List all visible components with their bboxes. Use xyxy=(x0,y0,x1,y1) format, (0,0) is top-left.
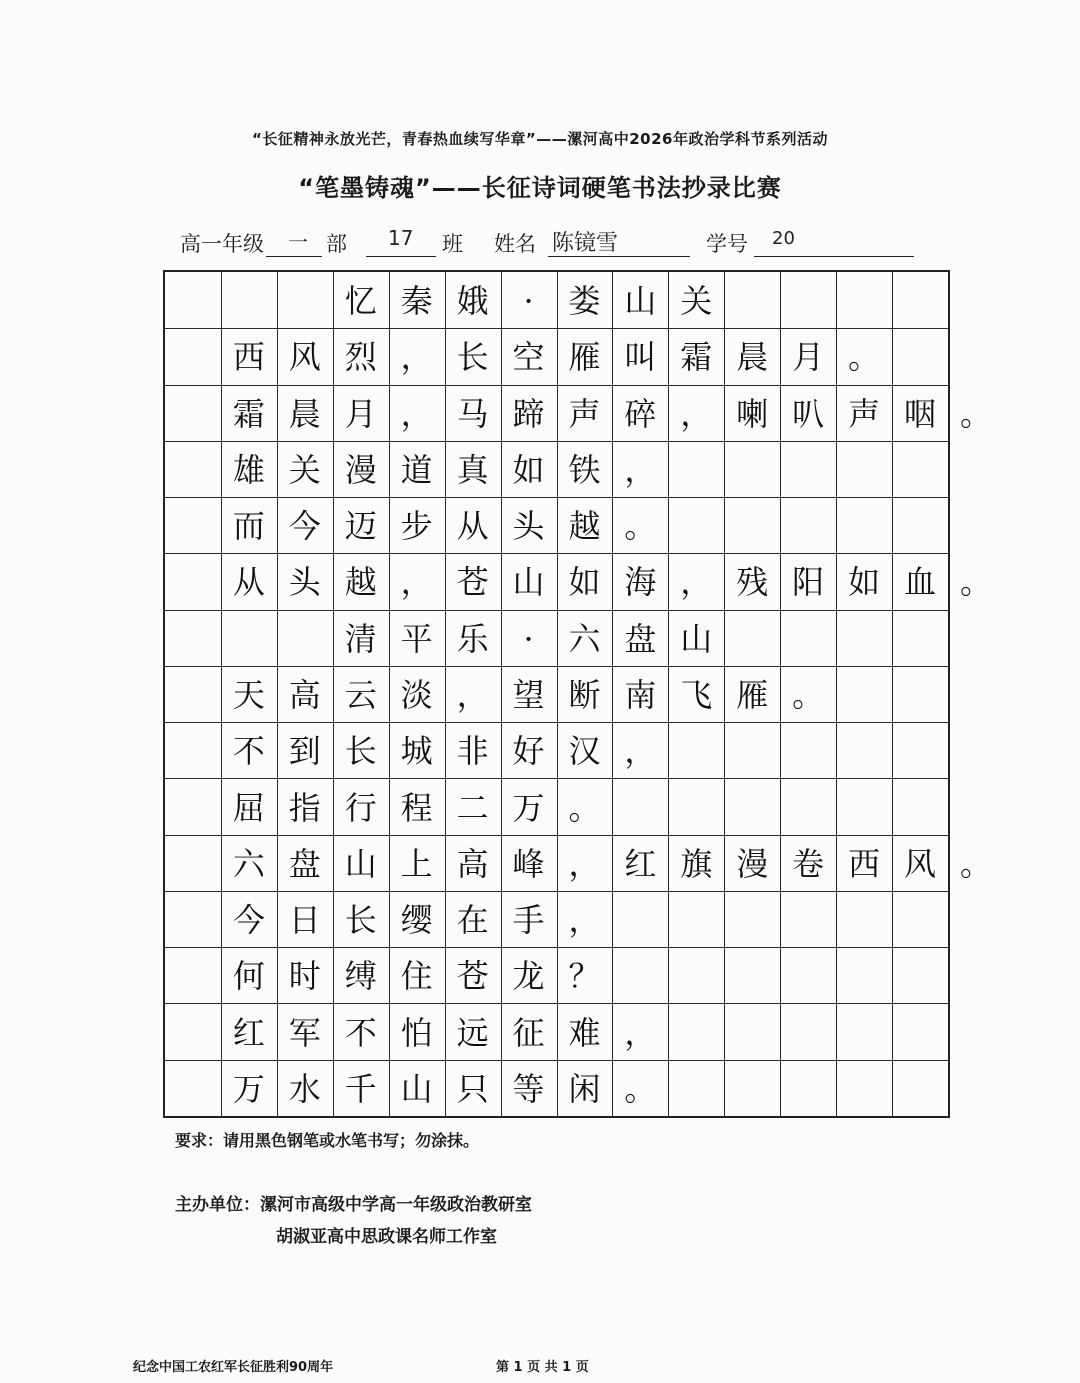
handwritten-char: 。 xyxy=(959,563,992,602)
handwritten-char: 关 xyxy=(288,450,321,489)
handwritten-char: 海 xyxy=(624,563,657,602)
handwritten-char: 天 xyxy=(232,676,265,714)
id-blank xyxy=(754,256,914,257)
handwritten-char: ， xyxy=(624,450,657,489)
handwritten-char: 风 xyxy=(288,338,321,377)
handwritten-char: ， xyxy=(568,844,601,883)
footer-commemoration: 纪念中国工农红军长征胜利90周年 xyxy=(133,1360,334,1375)
handwritten-char: 晨 xyxy=(288,394,321,433)
handwritten-char: 晨 xyxy=(736,338,769,377)
handwritten-char: 盘 xyxy=(288,844,321,883)
handwritten-char: · xyxy=(523,619,534,658)
handwritten-char: 卷 xyxy=(792,844,825,883)
handwritten-char: 娄 xyxy=(568,282,601,321)
grade-label: 高一年级 xyxy=(180,232,264,256)
handwritten-char: 平 xyxy=(400,619,433,658)
name-value: 陈镜雪 xyxy=(552,231,619,256)
handwritten-char: 如 xyxy=(848,563,881,602)
handwritten-char: 风 xyxy=(904,844,937,883)
handwritten-char: ， xyxy=(400,394,433,433)
handwritten-char: 。 xyxy=(848,338,881,377)
handwritten-char: 头 xyxy=(512,507,545,546)
handwritten-char: 声 xyxy=(848,394,881,433)
handwritten-char: 真 xyxy=(456,450,489,489)
handwritten-char: 从 xyxy=(232,563,265,602)
handwritten-char: 手 xyxy=(512,901,545,940)
handwritten-char: 日 xyxy=(288,901,321,940)
handwritten-char: 从 xyxy=(456,507,489,546)
handwritten-char: 西 xyxy=(848,844,881,883)
handwritten-char: ， xyxy=(456,676,489,714)
handwritten-char: 缨 xyxy=(400,901,433,940)
class-blank xyxy=(366,256,436,257)
handwritten-char: 住 xyxy=(400,957,433,996)
handwritten-char: 山 xyxy=(512,563,545,602)
handwritten-char: 山 xyxy=(624,282,657,321)
handwritten-char: 叫 xyxy=(624,338,657,377)
handwritten-char: 迈 xyxy=(344,507,377,546)
handwritten-char: 到 xyxy=(288,732,321,771)
handwritten-char: 碎 xyxy=(624,394,657,433)
handwritten-char: 残 xyxy=(736,563,769,602)
handwritten-char: ， xyxy=(400,338,433,377)
handwritten-char: 霜 xyxy=(232,394,265,433)
handwritten-char: 今 xyxy=(232,901,265,940)
handwritten-char: 何 xyxy=(232,957,265,996)
handwritten-char: 道 xyxy=(400,450,433,489)
handwritten-char: 好 xyxy=(512,732,545,771)
handwritten-char: 万 xyxy=(232,1069,265,1108)
handwritten-char: 淡 xyxy=(400,676,433,714)
handwritten-char: 峰 xyxy=(512,844,545,883)
organizer-line: 主办单位：漯河市高级中学高一年级政治教研室 xyxy=(175,1195,532,1215)
handwritten-char: 不 xyxy=(344,1013,377,1052)
handwritten-char: 忆 xyxy=(344,282,377,321)
handwritten-char: 断 xyxy=(568,676,601,714)
handwritten-char: 军 xyxy=(288,1013,321,1052)
id-value: 20 xyxy=(772,228,795,249)
handwritten-char: 缚 xyxy=(344,957,377,996)
handwritten-char: 漫 xyxy=(344,450,377,489)
page-number: 第 1 页 共 1 页 xyxy=(496,1360,589,1375)
handwritten-char: 。 xyxy=(959,394,992,433)
handwritten-char: 征 xyxy=(512,1013,545,1052)
handwritten-char: 闲 xyxy=(568,1069,601,1108)
handwritten-char: 远 xyxy=(456,1013,489,1052)
handwritten-char: 娥 xyxy=(456,282,489,321)
handwritten-char: 咽 xyxy=(904,394,937,433)
handwritten-char: 高 xyxy=(456,844,489,883)
handwritten-char: · xyxy=(523,282,534,321)
handwritten-char: 步 xyxy=(400,507,433,546)
handwritten-char: 山 xyxy=(400,1069,433,1108)
handwritten-char: 如 xyxy=(512,450,545,489)
student-info-line xyxy=(180,224,940,260)
handwritten-char: ， xyxy=(624,1013,657,1052)
handwritten-char: 云 xyxy=(344,676,377,714)
handwritten-char: 红 xyxy=(624,844,657,883)
handwritten-char: 空 xyxy=(512,338,545,377)
handwritten-char: 头 xyxy=(288,563,321,602)
handwritten-char: 只 xyxy=(456,1069,489,1108)
handwritten-char: 飞 xyxy=(680,676,713,714)
handwritten-char: 西 xyxy=(232,338,265,377)
event-subtitle: “长征精神永放光芒，青春热血续写华章”——漯河高中2026年政治学科节系列活动 xyxy=(252,130,828,148)
handwritten-char: ， xyxy=(568,901,601,940)
handwritten-char: 在 xyxy=(456,901,489,940)
handwritten-char: 高 xyxy=(288,676,321,714)
handwritten-char: 长 xyxy=(344,732,377,771)
handwritten-char: 喇 xyxy=(736,394,769,433)
handwritten-char: 烈 xyxy=(344,338,377,377)
handwritten-char: 蹄 xyxy=(512,394,545,433)
class-value: 17 xyxy=(388,226,414,250)
department-blank xyxy=(266,256,322,257)
name-label: 姓名 xyxy=(494,232,536,256)
department-value: 一 xyxy=(288,230,308,254)
handwritten-char: ， xyxy=(400,563,433,602)
handwritten-char: 秦 xyxy=(400,282,433,321)
handwritten-char: 苍 xyxy=(456,563,489,602)
handwritten-char: 漫 xyxy=(736,844,769,883)
handwritten-char: 叭 xyxy=(792,394,825,433)
handwritten-char: 今 xyxy=(288,507,321,546)
handwritten-char: ， xyxy=(624,732,657,771)
handwritten-char: 程 xyxy=(400,788,433,827)
handwritten-char: 乐 xyxy=(456,619,489,658)
handwritten-char: 望 xyxy=(512,676,545,714)
handwritten-char: 城 xyxy=(400,732,433,771)
handwritten-char: 南 xyxy=(624,676,657,714)
handwritten-char: 怕 xyxy=(400,1013,433,1052)
handwritten-char: 越 xyxy=(344,563,377,602)
handwritten-char: 盘 xyxy=(624,619,657,658)
handwritten-char: 汉 xyxy=(568,732,601,771)
handwritten-char: 清 xyxy=(344,619,377,658)
handwritten-char: 时 xyxy=(288,957,321,996)
handwritten-char: 越 xyxy=(568,507,601,546)
handwritten-char: 六 xyxy=(232,844,265,883)
handwritten-char: 。 xyxy=(624,507,657,546)
handwritten-char: 不 xyxy=(232,732,265,771)
organizer-line-2: 胡淑亚高中思政课名师工作室 xyxy=(276,1227,497,1247)
department-label: 部 xyxy=(326,232,347,256)
handwritten-char: 。 xyxy=(959,844,992,883)
handwritten-char: 红 xyxy=(232,1013,265,1052)
handwritten-char: 万 xyxy=(512,788,545,827)
handwritten-char: 。 xyxy=(568,788,601,827)
handwritten-char: 阳 xyxy=(792,563,825,602)
handwritten-char: 水 xyxy=(288,1069,321,1108)
handwritten-char: 霜 xyxy=(680,338,713,377)
handwritten-char: 月 xyxy=(792,338,825,377)
handwritten-char: 关 xyxy=(680,282,713,321)
handwritten-char: 旗 xyxy=(680,844,713,883)
handwritten-char: ， xyxy=(680,394,713,433)
page-title: “笔墨铸魂”——长征诗词硬笔书法抄录比赛 xyxy=(298,174,782,202)
handwritten-char: 月 xyxy=(344,394,377,433)
handwritten-char: 而 xyxy=(232,507,265,546)
id-label: 学号 xyxy=(706,232,748,256)
handwritten-char: 血 xyxy=(904,563,937,602)
handwritten-char: 二 xyxy=(456,788,489,827)
handwritten-char: 长 xyxy=(344,901,377,940)
handwritten-char: 千 xyxy=(344,1069,377,1108)
handwritten-char: 。 xyxy=(792,676,825,714)
handwritten-char: 如 xyxy=(568,563,601,602)
handwritten-char: 马 xyxy=(456,394,489,433)
handwritten-char: 龙 xyxy=(512,957,545,996)
handwritten-char: 声 xyxy=(568,394,601,433)
handwritten-char: 长 xyxy=(456,338,489,377)
handwritten-char: 山 xyxy=(680,619,713,658)
handwritten-char: 非 xyxy=(456,732,489,771)
handwritten-char: 雁 xyxy=(568,338,601,377)
handwritten-char: 上 xyxy=(400,844,433,883)
handwritten-char: 雄 xyxy=(232,450,265,489)
handwritten-char: 指 xyxy=(288,788,321,827)
handwritten-char: 屈 xyxy=(232,788,265,827)
handwritten-char: 雁 xyxy=(736,676,769,714)
handwritten-char: 行 xyxy=(344,788,377,827)
handwritten-char: 苍 xyxy=(456,957,489,996)
handwritten-char: 铁 xyxy=(568,450,601,489)
class-label: 班 xyxy=(442,232,463,256)
writing-grid xyxy=(163,270,992,1118)
handwritten-char: ， xyxy=(680,563,713,602)
handwritten-char: 难 xyxy=(568,1013,601,1052)
handwritten-char: ？ xyxy=(568,957,601,996)
requirement-note: 要求：请用黑色钢笔或水笔书写；勿涂抹。 xyxy=(175,1131,480,1150)
handwritten-char: 六 xyxy=(568,619,601,658)
handwritten-char: 等 xyxy=(512,1069,545,1108)
handwritten-char: 。 xyxy=(624,1069,657,1108)
handwritten-char: 山 xyxy=(344,844,377,883)
